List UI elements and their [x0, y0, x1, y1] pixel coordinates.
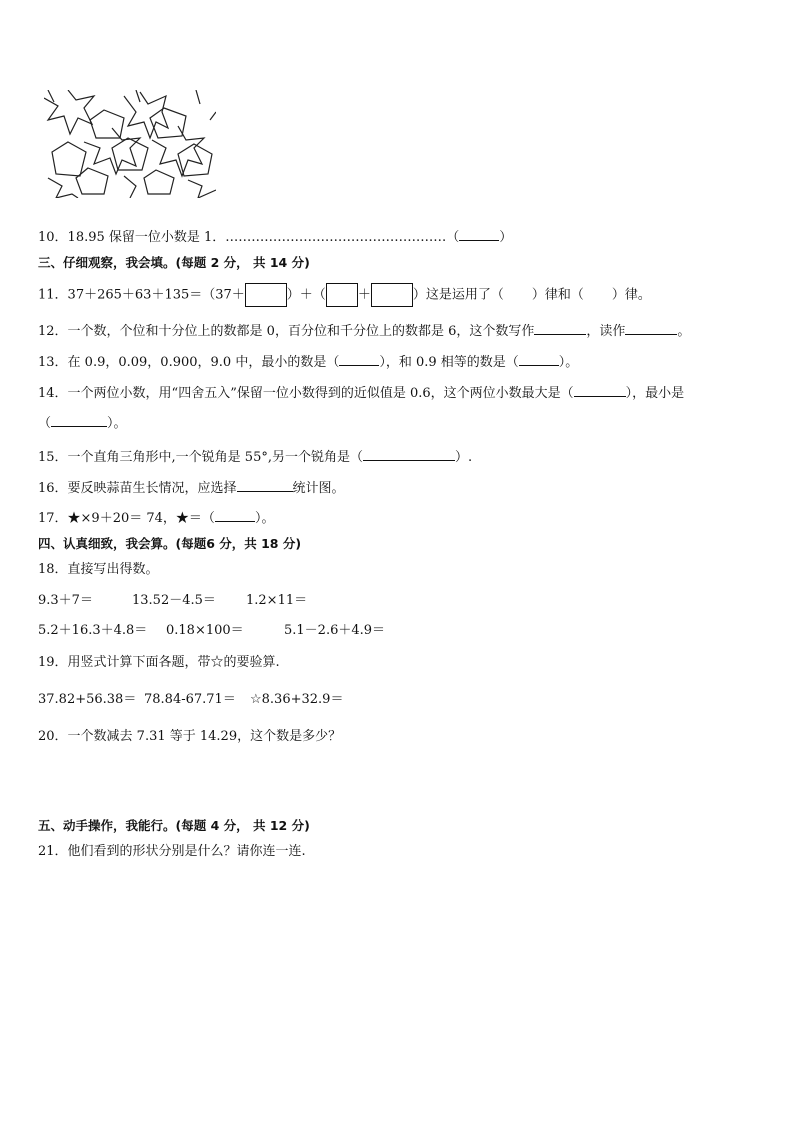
- pentagon-star-tessellation-figure: [44, 90, 216, 198]
- q13-text-a: 13．在 0.9，0.09，0.900，9.0 中，最小的数是（: [38, 355, 340, 370]
- q14-text-c: （: [38, 416, 52, 431]
- question-15: [38, 448, 472, 467]
- pentagon-shape: [112, 138, 148, 170]
- question-20-title: 20．一个数减去 7.31 等于 14.29，这个数是多少？: [38, 729, 342, 744]
- q19-expr-3: ☆8.36+32.9＝: [250, 692, 344, 707]
- q11-text-b: ）＋（: [286, 287, 326, 303]
- q14-text-d: ）。: [107, 416, 127, 431]
- q18-expr-1: 9.3＋7＝: [38, 593, 93, 608]
- q14-text-b: ），最小是: [625, 386, 685, 401]
- q15-text-b: ）.: [454, 450, 473, 465]
- answer-blank[interactable]: [459, 228, 499, 241]
- q17-text-a: 17．★×9＋20＝ 74，★＝（: [38, 511, 215, 526]
- q16-text-b: 统计图。: [292, 481, 345, 496]
- answer-blank[interactable]: [519, 353, 559, 366]
- q10-text: 10．18.95 保留一位小数是 1．……………………………………………（: [38, 230, 460, 245]
- star-shape: [48, 176, 216, 198]
- q19-expr-1: 37.82+56.38＝: [38, 692, 137, 707]
- answer-blank[interactable]: [363, 448, 455, 461]
- q11-text-e: ）律和（: [531, 287, 584, 303]
- q12-text-c: 。: [677, 324, 691, 339]
- pentagon-shape: [144, 170, 174, 194]
- question-17: [38, 509, 274, 528]
- question-19-title: 19．用竖式计算下面各题，带☆的要验算.: [38, 655, 280, 670]
- q18-expr-5: 0.18×100＝: [166, 623, 244, 638]
- q18-expr-4: 5.2＋16.3＋4.8＝: [38, 623, 148, 638]
- answer-blank[interactable]: [339, 353, 379, 366]
- question-14: [38, 384, 684, 403]
- section-3-title: 三、仔细观察，我会填。(每题 2 分， 共 14 分): [38, 255, 310, 270]
- pentagon-shape: [90, 110, 124, 138]
- q13-text-c: ）。: [558, 355, 579, 370]
- answer-box[interactable]: [326, 283, 358, 307]
- star-shape: [152, 126, 204, 176]
- question-21-title: 21．他们看到的形状分别是什么？请你连一连.: [38, 844, 306, 859]
- answer-blank[interactable]: [51, 414, 107, 427]
- answer-blank[interactable]: [237, 479, 293, 492]
- answer-blank[interactable]: [215, 509, 255, 522]
- answer-box[interactable]: [245, 283, 287, 307]
- q12-text-b: ，读作: [586, 324, 626, 339]
- q18-expr-2: 13.52－4.5＝: [132, 593, 216, 608]
- answer-blank[interactable]: [574, 384, 626, 397]
- q11-text-d: ）这是运用了（: [412, 287, 504, 303]
- question-13: [38, 353, 578, 372]
- q18-expr-6: 5.1－2.6＋4.9＝: [284, 623, 386, 638]
- star-shape: [84, 128, 140, 174]
- q10-end: ）: [499, 230, 513, 245]
- q14-text-a: 14．一个两位小数，用“四舍五入”保留一位小数得到的近似值是 0.6，这个两位小数最大是（: [38, 386, 574, 401]
- question-11: [38, 283, 651, 307]
- question-12: [38, 322, 690, 341]
- q11-text-a: 11．37＋265＋63＋135＝（37＋: [38, 287, 245, 303]
- section-4-title: 四、认真细致，我会算。(每题6 分，共 18 分): [38, 536, 302, 551]
- answer-blank[interactable]: [534, 322, 586, 335]
- q11-text-c: ＋: [357, 287, 371, 303]
- q18-expr-3: 1.2×11＝: [246, 593, 308, 608]
- question-18-title: 18．直接写出得数。: [38, 562, 159, 577]
- answer-blank[interactable]: [625, 322, 677, 335]
- q12-text-a: 12．一个数，个位和十分位上的数都是 0，百分位和千分位上的数都是 6，这个数写作: [38, 324, 535, 339]
- q17-text-b: ）。: [254, 511, 275, 526]
- pentagon-shape: [52, 142, 86, 176]
- q19-expr-2: 78.84-67.71＝: [144, 692, 236, 707]
- question-16: [38, 479, 345, 498]
- section-5-title: 五、动手操作，我能行。(每题 4 分， 共 12 分): [38, 818, 310, 833]
- q16-text-a: 16．要反映蒜苗生长情况，应选择: [38, 481, 237, 496]
- q13-text-b: ），和 0.9 相等的数是（: [379, 355, 519, 370]
- star-shape: [124, 92, 168, 138]
- q11-text-f: ）律。: [611, 287, 651, 303]
- question-14-cont: [38, 414, 127, 433]
- answer-box[interactable]: [371, 283, 413, 307]
- question-10: [38, 228, 512, 247]
- q15-text-a: 15．一个直角三角形中,一个锐角是 55°,另一个锐角是（: [38, 450, 363, 465]
